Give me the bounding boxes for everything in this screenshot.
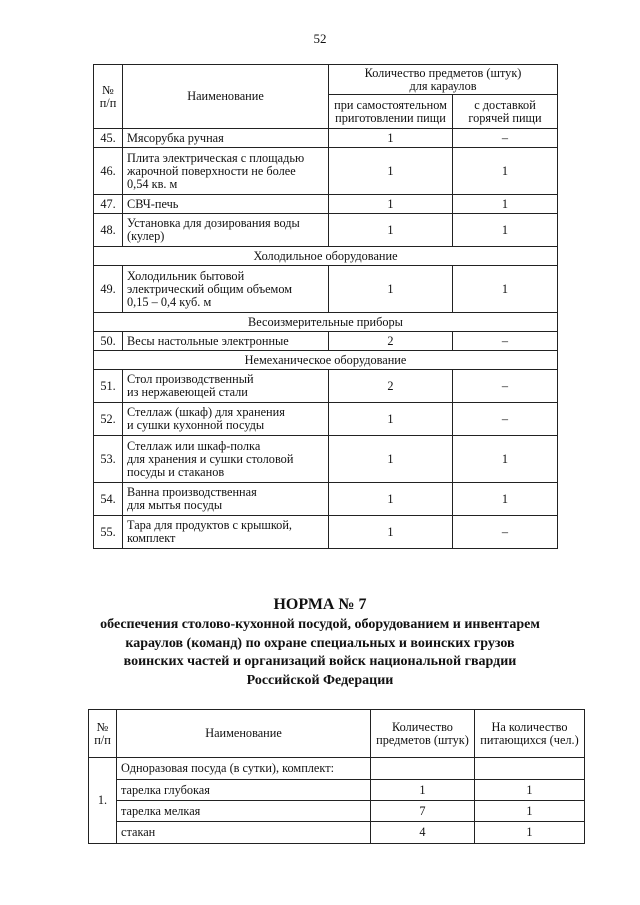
header-num: № п/п [89, 710, 117, 758]
item-per [475, 758, 585, 780]
item-num: 48. [94, 214, 123, 247]
qty-self-cooking: 1 [329, 195, 453, 214]
page-number: 52 [313, 31, 327, 46]
item-name: СВЧ-печь [123, 195, 329, 214]
item-qty: 1 [371, 780, 475, 801]
qty-hot-delivery: 1 [453, 436, 558, 483]
item-num: 53. [94, 436, 123, 483]
table-row [94, 195, 558, 214]
item-name: Ванна производственная для мытья посуды [123, 483, 329, 516]
table-row [94, 403, 558, 436]
item-num: 55. [94, 516, 123, 549]
header-name: Наименование [123, 65, 329, 129]
section-row [94, 313, 558, 332]
header-per-persons: На количество питающихся (чел.) [475, 710, 585, 758]
header-name: Наименование [117, 710, 371, 758]
norm-subtitle-line: воинских частей и организаций войск национальной гвардии [123, 654, 517, 669]
header-qty-group: Количество предметов (штук) для караулов [329, 65, 558, 95]
header-hot-delivery: с доставкой горячей пищи [453, 95, 558, 129]
item-name: Мясорубка ручная [123, 129, 329, 148]
item-per: 1 [475, 822, 585, 844]
norm-subtitle-line: караулов (команд) по охране специальных и воинских грузов [125, 635, 515, 651]
item-per: 1 [475, 801, 585, 822]
qty-self-cooking: 2 [329, 370, 453, 403]
item-num: 47. [94, 195, 123, 214]
qty-self-cooking: 1 [329, 483, 453, 516]
section-title: Немеханическое оборудование [94, 351, 558, 370]
table-row [94, 148, 558, 195]
section-title: Холодильное оборудование [94, 247, 558, 266]
qty-hot-delivery: – [453, 516, 558, 549]
item-num: 45. [94, 129, 123, 148]
item-name: Одноразовая посуда (в сутки), комплект: [117, 758, 371, 780]
item-name: Весы настольные электронные [123, 332, 329, 351]
item-name: тарелка глубокая [117, 780, 371, 801]
item-num: 50. [94, 332, 123, 351]
section-row [94, 351, 558, 370]
item-qty: 7 [371, 801, 475, 822]
qty-hot-delivery: 1 [453, 214, 558, 247]
qty-hot-delivery: – [453, 129, 558, 148]
norm-subtitle-line: обеспечения столово-кухонной посудой, оборудованием и инвентарем [100, 617, 540, 632]
section-row [94, 247, 558, 266]
item-qty [371, 758, 475, 780]
header-num: № п/п [94, 65, 123, 129]
norm-title-block [0, 595, 640, 689]
qty-hot-delivery: 1 [453, 483, 558, 516]
table-row [94, 332, 558, 351]
table-row [94, 483, 558, 516]
item-per: 1 [475, 780, 585, 801]
norm-title: НОРМА № 7 [273, 596, 367, 613]
qty-self-cooking: 1 [329, 148, 453, 195]
item-name: Стеллаж (шкаф) для хранения и сушки кухонной посуды [123, 403, 329, 436]
qty-hot-delivery: 1 [453, 148, 558, 195]
qty-self-cooking: 1 [329, 436, 453, 483]
item-name: стакан [117, 822, 371, 844]
item-name: Тара для продуктов с крышкой, комплект [123, 516, 329, 549]
group-num: 1. [89, 758, 117, 844]
table-row [94, 516, 558, 549]
qty-hot-delivery: – [453, 370, 558, 403]
item-qty: 4 [371, 822, 475, 844]
table-row [94, 266, 558, 313]
item-name: Плита электрическая с площадью жарочной поверхности не более 0,54 кв. м [123, 148, 329, 195]
qty-hot-delivery: 1 [453, 266, 558, 313]
qty-self-cooking: 1 [329, 214, 453, 247]
table-row [94, 436, 558, 483]
item-num: 54. [94, 483, 123, 516]
qty-self-cooking: 1 [329, 129, 453, 148]
item-name: Стол производственный из нержавеющей стали [123, 370, 329, 403]
item-num: 49. [94, 266, 123, 313]
item-num: 52. [94, 403, 123, 436]
header-qty: Количество предметов (штук) [371, 710, 475, 758]
tableware-table [88, 709, 585, 844]
item-num: 46. [94, 148, 123, 195]
equipment-table [93, 64, 558, 549]
section-title: Весоизмерительные приборы [94, 313, 558, 332]
norm-subtitle-line: Российской Федерации [246, 672, 394, 688]
item-name: тарелка мелкая [117, 801, 371, 822]
table-row [94, 129, 558, 148]
table-row [94, 370, 558, 403]
item-name: Холодильник бытовой электрический общим объемом 0,15 – 0,4 куб. м [123, 266, 329, 313]
qty-hot-delivery: – [453, 332, 558, 351]
item-num: 51. [94, 370, 123, 403]
header-self-cooking: при самостоятельном приготовлении пищи [329, 95, 453, 129]
item-name: Стеллаж или шкаф-полка для хранения и сушки столовой посуды и стаканов [123, 436, 329, 483]
table-row [94, 214, 558, 247]
qty-self-cooking: 1 [329, 266, 453, 313]
qty-self-cooking: 2 [329, 332, 453, 351]
item-name: Установка для дозирования воды (кулер) [123, 214, 329, 247]
qty-hot-delivery: 1 [453, 195, 558, 214]
qty-self-cooking: 1 [329, 403, 453, 436]
qty-self-cooking: 1 [329, 516, 453, 549]
qty-hot-delivery: – [453, 403, 558, 436]
